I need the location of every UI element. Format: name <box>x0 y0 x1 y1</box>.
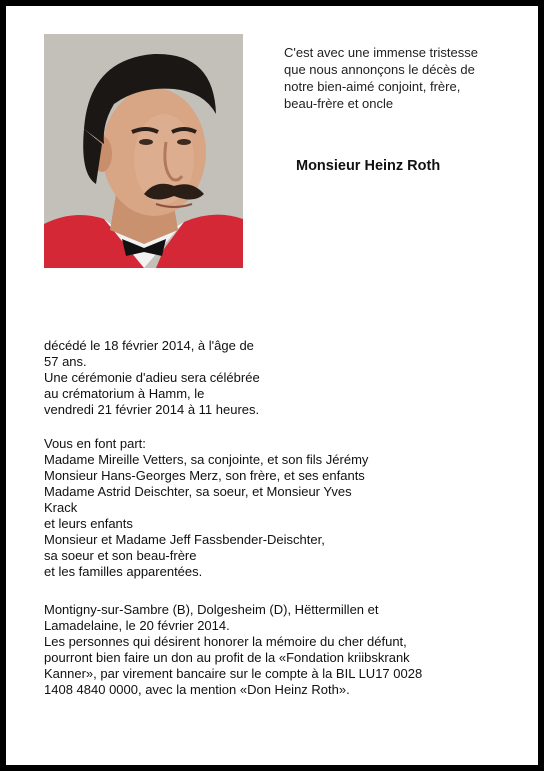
family-line: Monsieur et Madame Jeff Fassbender-Deischter, <box>44 532 325 547</box>
announcement-intro <box>284 44 524 112</box>
death-line: décédé le 18 février 2014, à l'âge de <box>44 338 254 353</box>
portrait-icon <box>44 34 243 268</box>
closing-line: Les personnes qui désirent honorer la mémoire du cher défunt, <box>44 634 407 649</box>
portrait-photo <box>44 34 243 268</box>
family-line: Madame Astrid Deischter, sa soeur, et Monsieur Yves <box>44 484 352 499</box>
intro-line: beau-frère et oncle <box>284 96 394 111</box>
death-details <box>44 338 260 418</box>
intro-line: que nous annonçons le décès de <box>284 62 475 77</box>
family-line: Monsieur Hans-Georges Merz, son frère, et ses enfants <box>44 468 365 483</box>
closing-line: pourront bien faire un don au profit de la «Fondation kriibskrank <box>44 650 410 665</box>
death-line: Une cérémonie d'adieu sera célébrée <box>44 370 260 385</box>
closing-line: 1408 4840 0000, avec la mention «Don Heinz Roth». <box>44 682 350 697</box>
closing-line: Kanner», par virement bancaire sur le compte à la BIL LU17 0028 <box>44 666 423 681</box>
family-line: et les familles apparentées. <box>44 564 203 579</box>
death-line: au crématorium à Hamm, le <box>44 386 205 401</box>
family-line: sa soeur et son beau-frère <box>44 548 197 563</box>
family-line: Madame Mireille Vetters, sa conjointe, et son fils Jérémy <box>44 452 369 467</box>
intro-line: notre bien-aimé conjoint, frère, <box>284 79 461 94</box>
closing-line: Montigny-sur-Sambre (B), Dolgesheim (D), Hëttermillen et <box>44 602 379 617</box>
death-line: 57 ans. <box>44 354 87 369</box>
family-line: Krack <box>44 500 78 515</box>
closing-notice <box>44 602 422 698</box>
family-list <box>44 436 368 580</box>
family-line: Vous en font part: <box>44 436 146 451</box>
deceased-name: Monsieur Heinz Roth <box>296 158 441 174</box>
family-line: et leurs enfants <box>44 516 133 531</box>
closing-line: Lamadelaine, le 20 février 2014. <box>44 618 230 633</box>
intro-line: C'est avec une immense tristesse <box>284 45 478 60</box>
death-line: vendredi 21 février 2014 à 11 heures. <box>44 402 260 417</box>
